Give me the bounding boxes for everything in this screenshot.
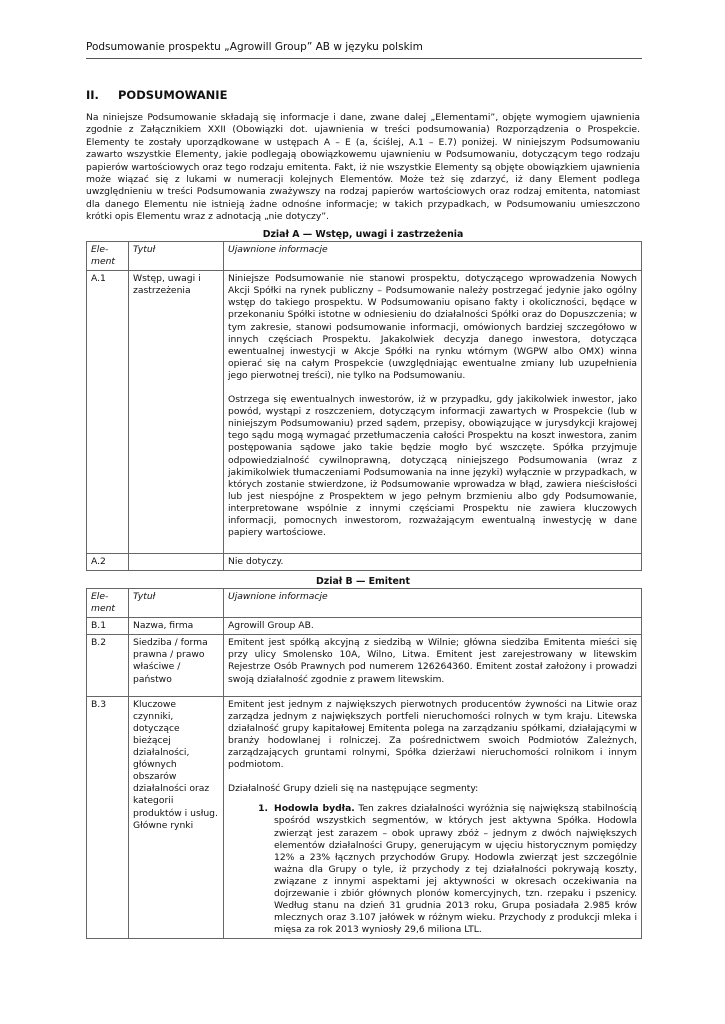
section-b-caption: Dział B — Emitent bbox=[316, 576, 410, 587]
header-info: Ujawnione informacje bbox=[224, 242, 642, 271]
header-title: Podsumowanie prospektu „Agrowill Group” AB w języku polskim bbox=[86, 41, 423, 53]
row-id: B.1 bbox=[87, 618, 129, 635]
list-item-body: Ten zakres działalności wyróżnia się największą stabilnością spośród wszystkich segmentów, w których jest aktywna Spółka. Hodowla zwierząt jest zarazem – obok uprawy zbóż – jednym z dwóch największych elementów działalności Grupy, generującym w ujęciu historycznym pomiędzy 12% a 23% łącznych przychodów Grupy. Hodowla zwierząt jest szczególnie ważna dla Grupy o tyle, iż przychody z tej działalności pokrywają koszty, związane z innymi aspektami jej aktywności w okresach oczekiwania na dojrzewanie i zbiór głównych plonów komercyjnych, tzn. rzepaku i pszenicy. Według stanu na dzień 31 grudnia 2013 roku, Grupa posiadała 2.985 krów mlecznych oraz 3.107 jałówek w różnym wieku. Przychody z produkcji mleka i mięsa za rok 2013 wyniosły 29,6 miliona LTL. bbox=[274, 803, 638, 936]
row-title: Nazwa, firma bbox=[129, 618, 224, 635]
section-b-table bbox=[86, 588, 642, 939]
section-heading: PODSUMOWANIE bbox=[118, 88, 228, 102]
page-header bbox=[86, 41, 642, 59]
table-row-b1 bbox=[87, 618, 642, 635]
row-id: A.2 bbox=[87, 554, 129, 571]
row-info: Agrowill Group AB. bbox=[224, 618, 642, 635]
section-a-caption: Dział A — Wstęp, uwagi i zastrzeżenia bbox=[262, 229, 464, 240]
list-item bbox=[228, 803, 637, 936]
header-element: Ele- ment bbox=[87, 242, 129, 271]
header-title: Tytuł bbox=[129, 242, 224, 271]
table-row-a2 bbox=[87, 554, 642, 571]
row-id: A.1 bbox=[87, 271, 129, 554]
row-id: B.3 bbox=[87, 696, 129, 939]
intro-paragraph: Na niniejsze Podsumowanie składają się informacje i dane, zwane dalej „Elementami”, objęte wymogiem ujawnienia zgodnie z Załącznikiem XXII (Obowiązki dot. ujawnienia w treści podsumowania) Rozporządzenia o Prospekcie. Elementy te zostały uporządkowane w ustępach A – E (a, ściślej, A.1 – E.7) poniżej. W niniejszym Podsumowaniu zawarto wszystkie Elementy, jakie podlegają obowiązkowemu ujawnieniu w Podsumowaniu, dotyczącym tego rodzaju papierów wartościowych oraz tego rodzaju emitenta. Fakt, iż nie wszystkie Elementy są objęte obowiązkiem ujawnienia może wiązać się z lukami w numeracji kolejnych Elementów. Może też się zdarzyć, iż dany Element podlega uwzględnieniu w treści Podsumowania zważywszy na rodzaj papierów wartościowych oraz rodzaj emitenta, natomiast dla danego Elementu nie istnieją żadne odnośne informacje; w takich przypadkach, w Podsumowaniu umieszczono krótki opis Elementu wraz z adnotacją „nie dotyczy”. bbox=[86, 112, 640, 223]
row-info: Emitent jest spółką akcyjną z siedzibą w Wilnie; główna siedziba Emitenta mieści się przy ulicy Smolensko 10A, Wilno, Litwa. Emitent jest zarejestrowany w litewskim Rejestrze Osób Prawnych pod numerem 126264360. Emitent został założony i prowadzi swoją działalność zgodnie z prawem litewskim. bbox=[224, 635, 642, 696]
row-id: B.2 bbox=[87, 635, 129, 696]
table-header-row bbox=[87, 589, 642, 618]
header-title: Tytuł bbox=[129, 589, 224, 618]
section-number: II. bbox=[86, 88, 99, 102]
list-number: 1. bbox=[258, 803, 268, 815]
list-item-label: Hodowla bydła. bbox=[274, 803, 355, 815]
row-title: Siedziba / forma prawna / prawo właściwe / państwo bbox=[129, 635, 224, 696]
header-element: Ele- ment bbox=[87, 589, 129, 618]
table-row-b3 bbox=[87, 696, 642, 939]
table-header-row bbox=[87, 242, 642, 271]
row-title: Kluczowe czynniki, dotyczące bieżącej działalności, głównych obszarów działalności oraz kategorii produktów i usług. Główne rynki bbox=[129, 696, 224, 939]
row-title: Wstęp, uwagi i zastrzeżenia bbox=[129, 271, 224, 554]
table-row-a1 bbox=[87, 271, 642, 554]
row-info: Nie dotyczy. bbox=[224, 554, 642, 571]
list-item-text bbox=[274, 803, 637, 936]
b3-paragraph-1: Emitent jest jednym z największych pierwotnych producentów żywności na Litwie oraz zarządza jednym z największych portfeli nieruchomości rolnych w tym kraju. Litewska działalność grupy kapitałowej Emitenta polega na zarządzaniu spółkami, działającymi w branży hodowlanej i rolniczej. Za pośrednictwem swoich Podmiotów Zależnych, zarządzających gruntami rolnymi, Spółka dzierżawi nieruchomości rolnikom i innym podmiotom. bbox=[228, 698, 637, 771]
section-title bbox=[86, 88, 227, 102]
b3-paragraph-2: Działalność Grupy dzieli się na następujące segmenty: bbox=[228, 783, 479, 795]
row-info bbox=[224, 696, 642, 939]
section-a-table bbox=[86, 241, 642, 571]
table-row-b2 bbox=[87, 635, 642, 696]
row-info bbox=[224, 271, 642, 554]
a1-paragraph-1: Niniejsze Podsumowanie nie stanowi prospektu, dotyczącego wprowadzenia Nowych Akcji Spółki na rynek publiczny – Podsumowanie należy postrzegać jedynie jako ogólny wstęp do takiego prospektu. W Podsumowaniu opisano fakty i okoliczności, będące w przekonaniu Spółki istotne w odniesieniu do działalności Spółki oraz do Dopuszczenia; w tym zakresie, stanowi podsumowanie informacji, omówionych bardziej szczegółowo w innych częściach Prospektu. Jakakolwiek decyzja danego inwestora, dotycząca ewentualnej inwestycji w Akcje Spółki na rynku wtórnym (WGPW albo OMX) winna opierać się na całym Prospekcie (uwzględniając ewentualne zmiany lub uzupełnienia jego pierwotnej treści), nie tylko na Podsumowaniu. bbox=[228, 273, 637, 381]
a1-paragraph-2: Ostrzega się ewentualnych inwestorów, iż w przypadku, gdy jakikolwiek inwestor, jako powód, wystąpi z roszczeniem, dotyczącym informacji zawartych w Prospekcie (lub w niniejszym Podsumowaniu) przed sądem, przepisy, obowiązujące w jurysdykcji krajowej tego sądu mogą wymagać przetłumaczenia całości Prospektu na koszt inwestora, zanim postępowania sądowe jako takie będzie mogło być wszczęte. Spółka przyjmuje odpowiedzialność cywilnoprawną, dotyczącą niniejszego Podsumowania (wraz z jakimikolwiek tłumaczeniami Podsumowania na inne języki) wyłącznie w przypadkach, w których zostanie stwierdzone, iż Podsumowanie wprowadza w błąd, zawiera nieścisłości lub jest niespójne z Prospektem w jego pełnym brzmieniu albo gdy Podsumowanie, interpretowane wspólnie z innymi częściami Prospektu nie zawiera kluczowych informacji, pomocnych inwestorom, rozważającym ewentualną inwestycję w dane papiery wartościowe. bbox=[228, 394, 637, 539]
header-info: Ujawnione informacje bbox=[224, 589, 642, 618]
row-title bbox=[129, 554, 224, 571]
